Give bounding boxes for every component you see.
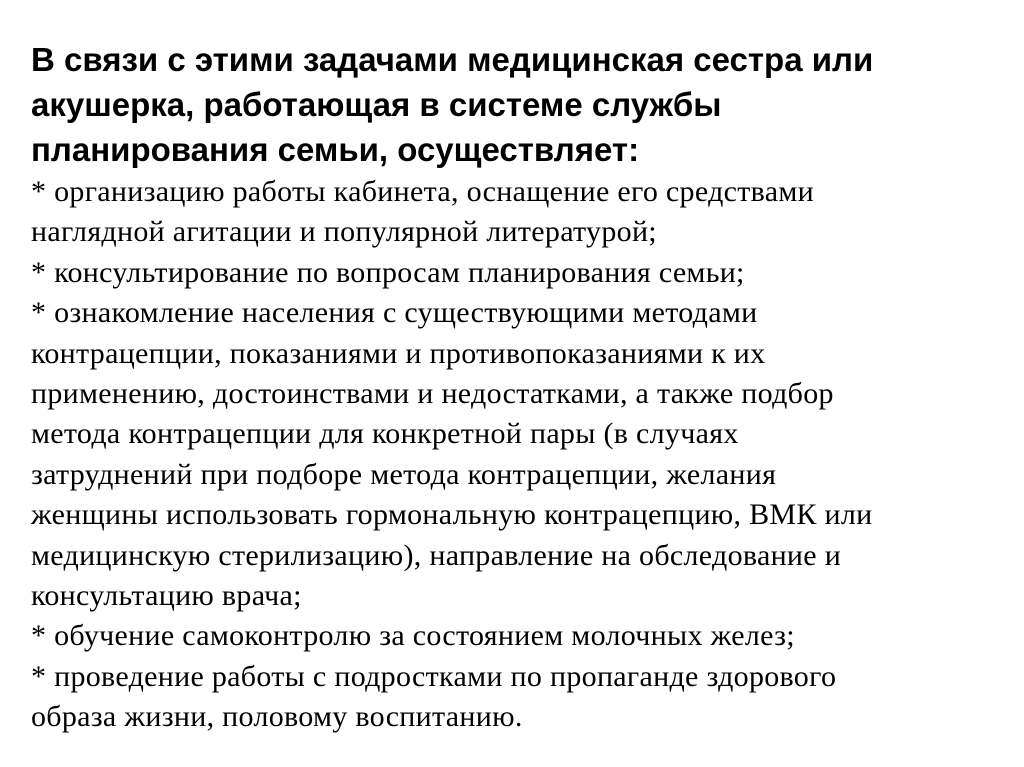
- heading-line: акушерка, работающая в системе службы: [31, 86, 722, 123]
- list-item-line: образа жизни, половому воспитанию.: [31, 700, 523, 734]
- list-item-line: * организацию работы кабинета, оснащение его средствами: [31, 175, 814, 208]
- slide-content: [31, 37, 1006, 738]
- list-item-line: * проведение работы с подростками по пропаганде здорового: [31, 659, 837, 693]
- list-item-line: применению, достоинствами и недостатками, а также подбор: [31, 377, 834, 411]
- list-item-line: женщины использовать гормональную контрацепцию, ВМК или: [31, 498, 873, 532]
- heading-line: планирования семьи, осуществляет:: [31, 131, 640, 168]
- list-item-line: * обучение самоконтролю за состоянием молочных желез;: [31, 619, 795, 653]
- list-item-line: медицинскую стерилизацию), направление на обследование и: [31, 538, 842, 572]
- list-item-line: наглядной агитации и популярной литературой;: [31, 215, 657, 249]
- slide-heading: [31, 37, 1006, 172]
- list-item: [31, 172, 1006, 253]
- list-item-line: затруднений при подборе метода контрацепции, желания: [31, 457, 777, 491]
- list-item: [31, 293, 1006, 616]
- heading-line: В связи с этими задачами медицинская сестра или: [31, 41, 874, 78]
- list-item-line: консультацию врача;: [31, 579, 302, 613]
- list-item-line: контрацепции, показаниями и противопоказаниями к их: [31, 336, 766, 370]
- list-item: [31, 657, 1006, 738]
- duties-list: [31, 172, 1006, 738]
- list-item: [31, 616, 1006, 656]
- list-item: [31, 253, 1006, 293]
- list-item-line: * консультирование по вопросам планирования семьи;: [31, 255, 745, 289]
- list-item-line: метода контрацепции для конкретной пары (в случаях: [31, 417, 739, 451]
- list-item-line: * ознакомление населения с существующими методами: [31, 296, 758, 330]
